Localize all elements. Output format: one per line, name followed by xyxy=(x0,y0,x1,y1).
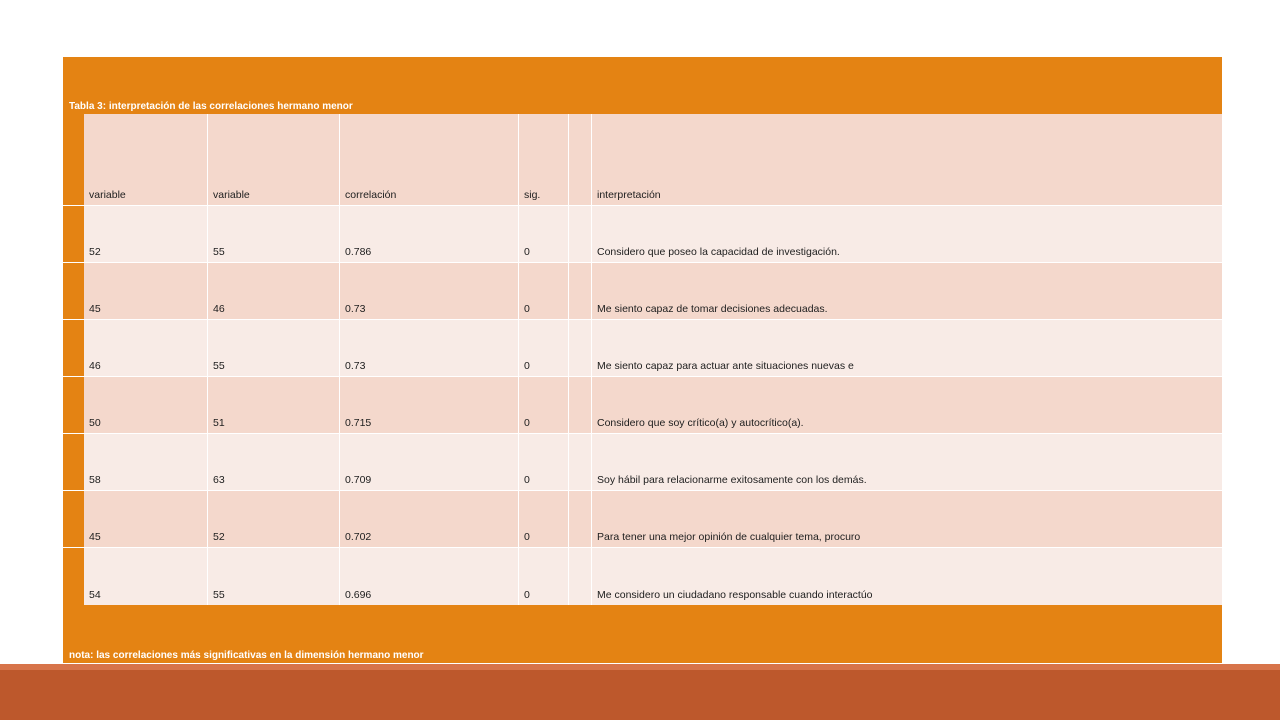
table-cell: 55 xyxy=(207,320,339,376)
header-cell-variable-1: variable xyxy=(89,189,126,201)
table-title: Tabla 3: interpretación de las correlaciones hermano menor xyxy=(69,101,353,112)
table-cell: 52 xyxy=(89,246,101,258)
table-cell: 54 xyxy=(89,589,101,601)
table-row xyxy=(63,376,1222,433)
table-row xyxy=(63,547,1222,605)
table-cell: 0.709 xyxy=(339,434,518,490)
table-cell: 45 xyxy=(89,531,101,543)
table-cell: 0.73 xyxy=(339,320,518,376)
table-cell: 55 xyxy=(207,548,339,605)
table-cell xyxy=(568,263,591,319)
table-cell: Considero que soy crítico(a) y autocrítico(a). xyxy=(591,377,1222,433)
table-cell: 0.696 xyxy=(339,548,518,605)
table-cell: Me considero un ciudadano responsable cuando interactúo xyxy=(591,548,1222,605)
table-cell: 0 xyxy=(518,320,568,376)
table-note: nota: las correlaciones más significativas en la dimensión hermano menor xyxy=(69,650,424,661)
table-header-row xyxy=(63,114,1222,205)
header-cell-correlation: correlación xyxy=(339,114,518,205)
table-cell: 46 xyxy=(207,263,339,319)
table-cell: 50 xyxy=(89,417,101,429)
table-cell: 0 xyxy=(518,491,568,547)
table-row xyxy=(63,319,1222,376)
table-cell xyxy=(568,377,591,433)
table-cell: 0.786 xyxy=(339,206,518,262)
table-cell: Me siento capaz de tomar decisiones adecuadas. xyxy=(591,263,1222,319)
table-cell: 58 xyxy=(89,474,101,486)
table-row xyxy=(63,433,1222,490)
table-cell: Considero que poseo la capacidad de investigación. xyxy=(591,206,1222,262)
table-cell: 46 xyxy=(89,360,101,372)
table-cell: 55 xyxy=(207,206,339,262)
table-cell xyxy=(568,434,591,490)
table-cell: 0 xyxy=(518,434,568,490)
table-cell: 0 xyxy=(518,263,568,319)
table-cell: 0.73 xyxy=(339,263,518,319)
table-cell: 0 xyxy=(518,206,568,262)
header-cell-sig: sig. xyxy=(518,114,568,205)
table-cell xyxy=(568,548,591,605)
footer-band xyxy=(0,670,1280,720)
table-cell xyxy=(568,491,591,547)
table-cell: Soy hábil para relacionarme exitosamente con los demás. xyxy=(591,434,1222,490)
table-note-row xyxy=(63,605,1222,663)
table-cell: 0 xyxy=(518,377,568,433)
table-cell: Para tener una mejor opinión de cualquier tema, procuro xyxy=(591,491,1222,547)
header-cell-interpretation: interpretación xyxy=(591,114,1222,205)
table-title-row xyxy=(63,57,1222,113)
header-cell-empty xyxy=(568,114,591,205)
header-cell-variable-2: variable xyxy=(207,114,339,205)
correlation-table xyxy=(63,57,1222,663)
table-cell: 51 xyxy=(207,377,339,433)
table-cell: 45 xyxy=(89,303,101,315)
table-cell: 0 xyxy=(518,548,568,605)
table-cell: 52 xyxy=(207,491,339,547)
table-cell: 0.715 xyxy=(339,377,518,433)
table-cell: 0.702 xyxy=(339,491,518,547)
table-row xyxy=(63,205,1222,262)
table-row xyxy=(63,490,1222,547)
table-cell: 63 xyxy=(207,434,339,490)
table-cell xyxy=(568,320,591,376)
table-cell xyxy=(568,206,591,262)
table-row xyxy=(63,262,1222,319)
table-cell: Me siento capaz para actuar ante situaciones nuevas e xyxy=(591,320,1222,376)
